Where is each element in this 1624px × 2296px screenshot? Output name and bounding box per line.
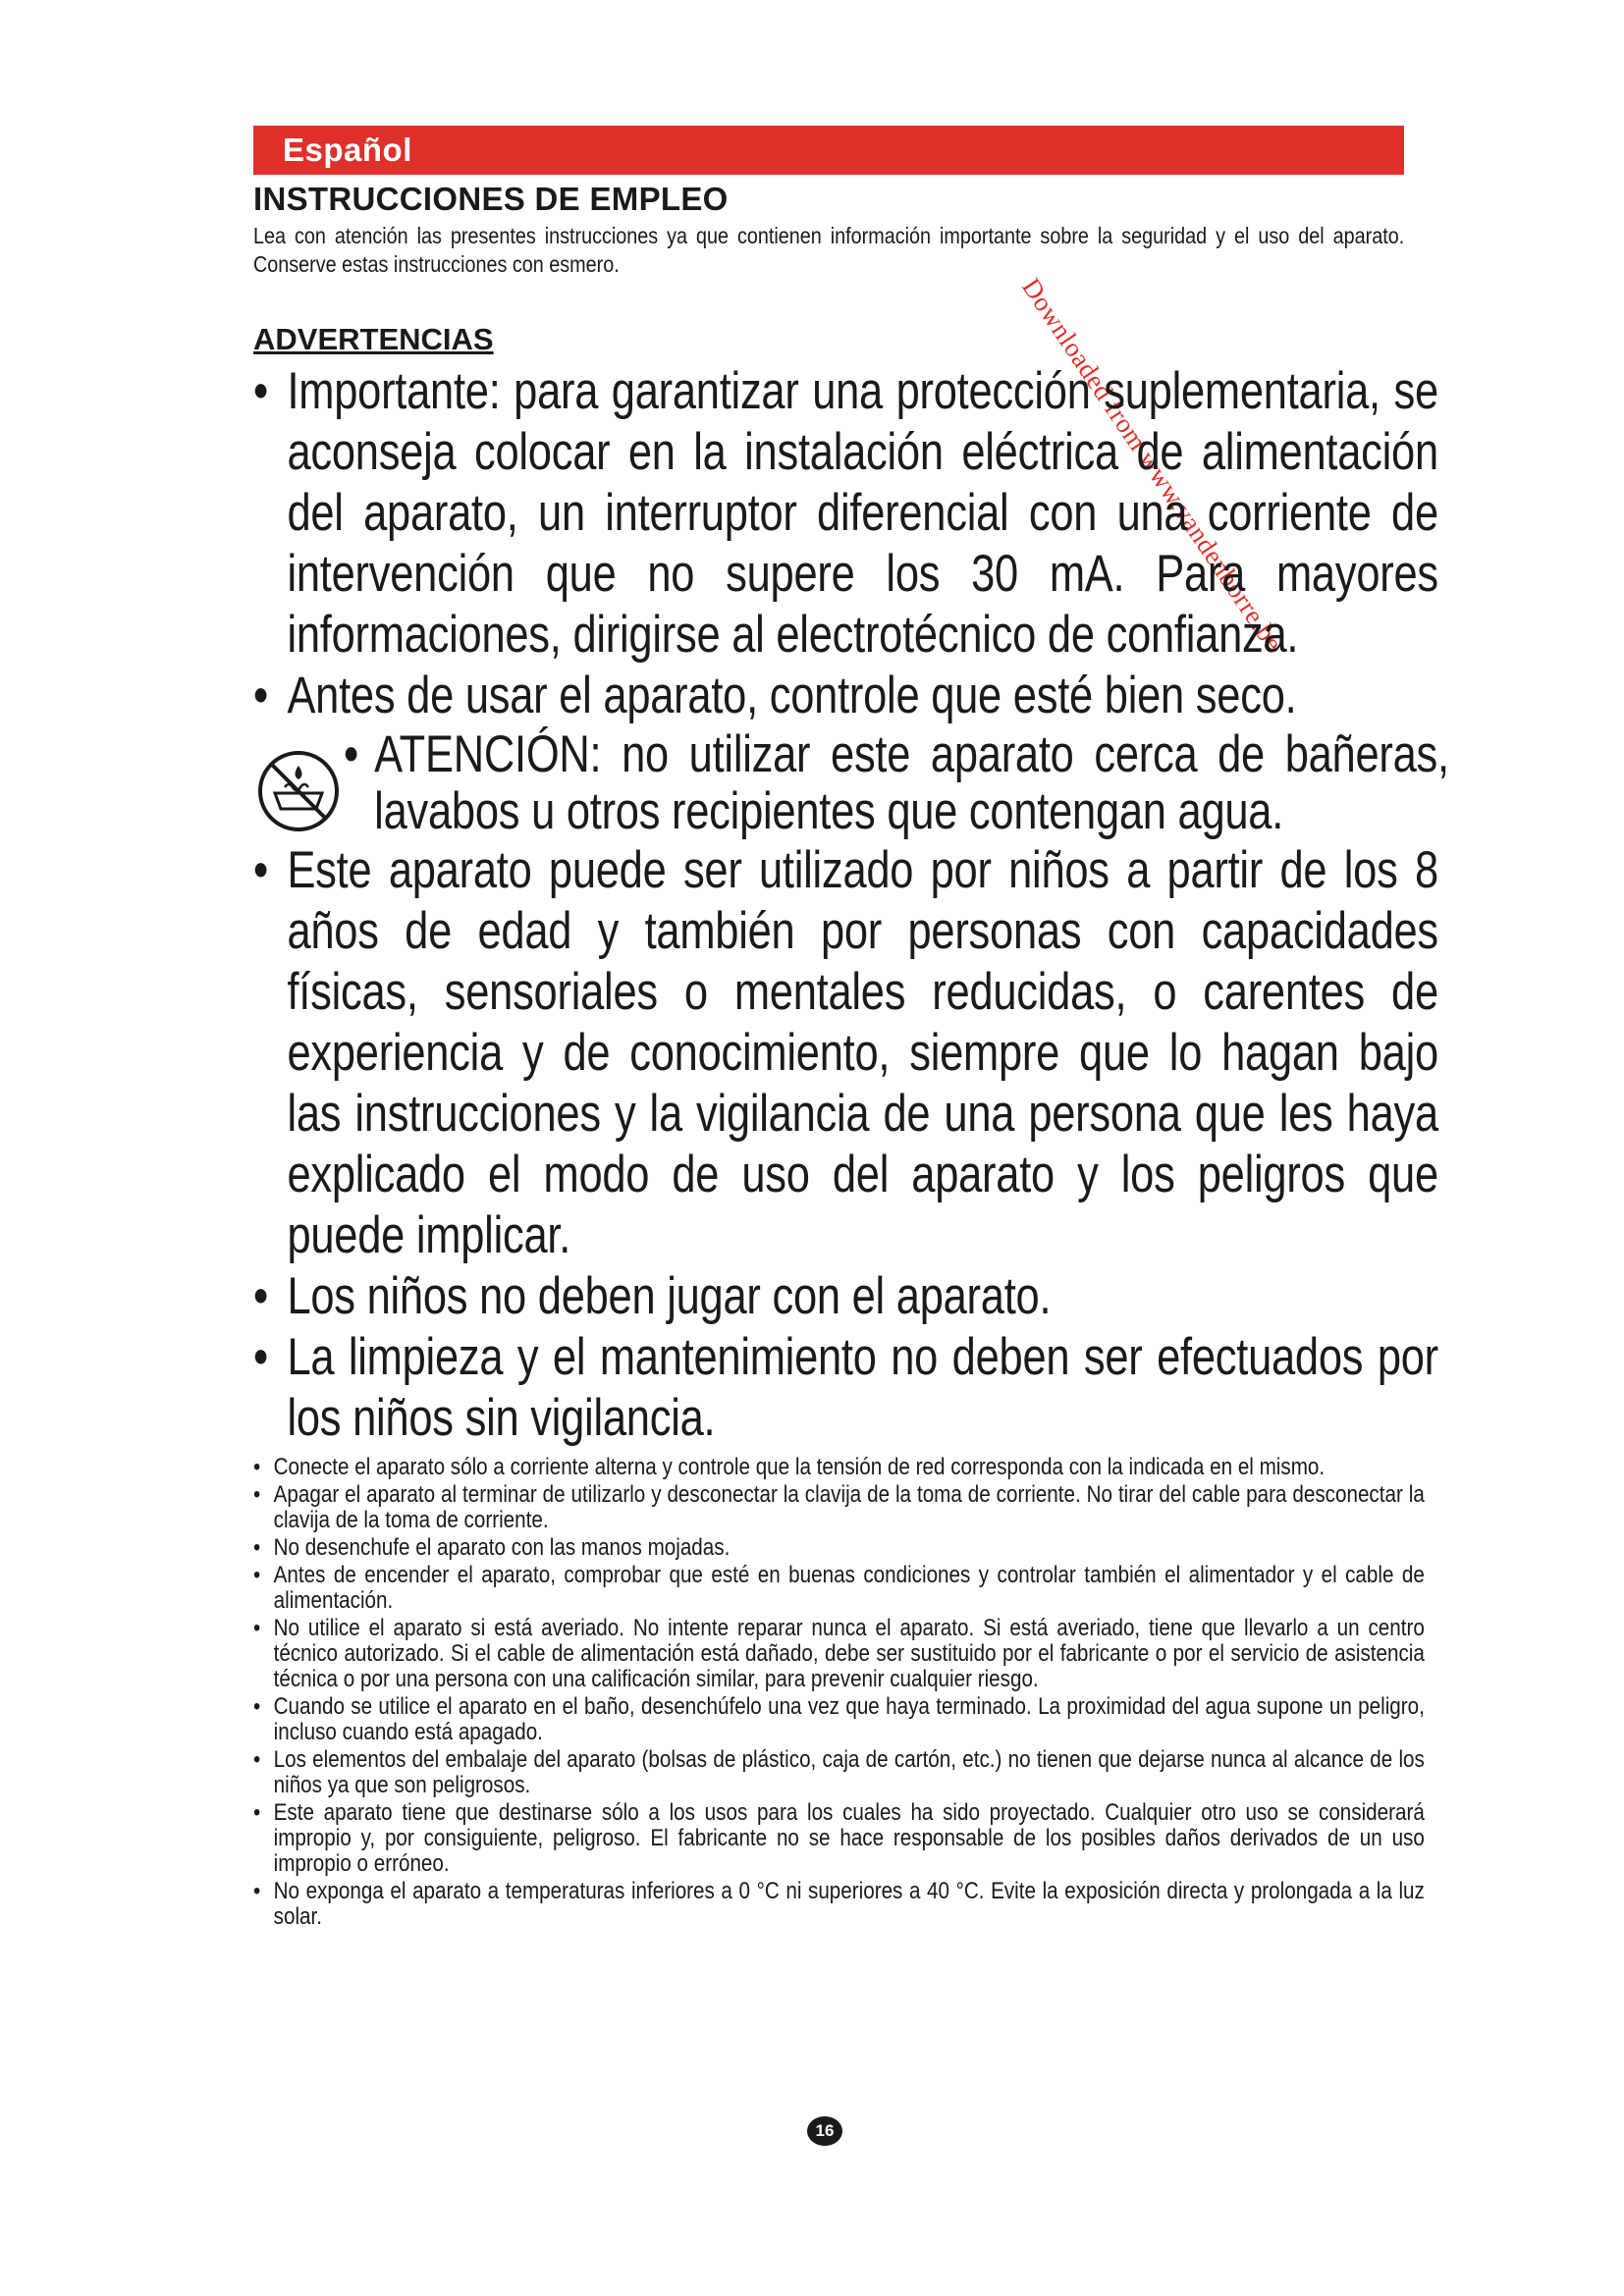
warning-large-text: Antes de usar el aparato, controle que esté bien seco. [287,667,1297,724]
warning-small-item [253,1694,1425,1745]
bullet: • [253,1534,261,1561]
warning-small-item [253,1563,1425,1614]
bullet: • [253,667,268,724]
warning-large-text: ATENCIÓN: no utilizar este aparato cerca de bañeras, lavabos u otros recipientes que contengan agua. [374,725,1449,840]
warning-small-item [253,1800,1425,1877]
warning-large-text: Los niños no deben jugar con el aparato. [287,1267,1052,1325]
download-watermark: Downloaded from www.vandenborre.be [1016,273,1289,658]
bullet: • [253,1562,261,1588]
intro-paragraph: Lea con atención las presentes instrucciones ya que contienen información importante sobre la seguridad y el uso del aparato. Conserve estas instrucciones con esmero. [253,223,1405,277]
warning-small-item [253,1747,1425,1798]
bullet: • [253,1267,268,1325]
no-bath-water-icon [255,748,342,834]
small-warnings-list [253,1454,1425,1930]
warning-large-item [344,726,1449,840]
warning-small-text: Conecte el aparato sólo a corriente alterna y controle que la tensión de red corresponda con la indicada en el mismo. [273,1454,1326,1480]
bullet: • [253,1454,261,1480]
warning-small-text: No exponga el aparato a temperaturas inferiores a 0 °C ni superiores a 40 °C. Evite la exposición directa y prolongada a la luz solar. [273,1878,1425,1930]
warning-small-item [253,1455,1425,1480]
warning-small-text: No utilice el aparato si está averiado. No intente reparar nunca el aparato. Si está averiado, tiene que llevarlo a un centro técnico autorizado. Si el cable de alimentación está dañado, debe ser sustituido por el fabricante o por el servicio de asistencia técnica o por una persona con una calificación similar, para prevenir cualquier riesgo. [273,1615,1425,1692]
large-warnings-list-continued [253,840,1438,1449]
bullet: • [253,362,268,420]
bullet: • [253,841,268,899]
bullet: • [253,1746,261,1773]
section-title-warnings: ADVERTENCIAS [253,322,494,356]
bullet: • [253,1328,268,1386]
bullet: • [253,1481,261,1508]
warning-large-item [253,1266,1438,1327]
warning-small-item [253,1482,1425,1533]
warning-large-text: Importante: para garantizar una protección suplementaria, se aconseja colocar en la instalación eléctrica de alimentación del aparato, un interruptor diferencial con una corriente de intervención que no supere los 30 mA. Para mayores informaciones, dirigirse al electrotécnico de confianza. [287,362,1438,664]
warning-small-text: Antes de encender el aparato, comprobar que esté en buenas condiciones y controlar también el alimentador y el cable de alimentación. [273,1562,1425,1614]
warning-large-item [253,840,1438,1266]
warning-small-item [253,1535,1425,1561]
warning-large-item [253,361,1438,666]
page-title: INSTRUCCIONES DE EMPLEO [253,181,729,217]
warning-small-text: Los elementos del embalaje del aparato (bolsas de plástico, caja de cartón, etc.) no tienen que dejarse nunca al alcance de los niños ya que son peligrosos. [273,1746,1425,1798]
large-warnings-list [253,361,1438,726]
water-warning-row [253,725,1449,840]
bullet: • [253,1615,261,1641]
language-label: Español [283,132,412,168]
page-number-badge: 16 [807,2116,842,2146]
bullet: • [344,725,358,783]
warning-small-text: Este aparato tiene que destinarse sólo a los usos para los cuales ha sido proyectado. Cualquier otro uso se considerará impropio y, por consiguiente, peligroso. El fabricante no se hace responsable de los posibles daños derivados de un uso impropio o erróneo. [273,1799,1425,1877]
warning-small-text: No desenchufe el aparato con las manos mojadas. [273,1534,731,1561]
warning-small-text: Cuando se utilice el aparato en el baño, desenchúfelo una vez que haya terminado. La proximidad del agua supone un peligro, incluso cuando está apagado. [273,1693,1425,1745]
warning-large-item [253,1327,1438,1449]
bullet: • [253,1799,261,1826]
warning-small-text: Apagar el aparato al terminar de utilizarlo y desconectar la clavija de la toma de corriente. No tirar del cable para desconectar la clavija de la toma de corriente. [273,1481,1425,1533]
warning-large-text: Este aparato puede ser utilizado por niños a partir de los 8 años de edad y también por personas con capacidades físicas, sensoriales o mentales reducidas, o carentes de experiencia y de conocimiento, siempre que lo hagan bajo las instrucciones y la vigilancia de una persona que les haya explicado el modo de uso del aparato y los peligros que puede implicar. [287,841,1438,1264]
bullet: • [253,1693,261,1720]
warning-large-text: La limpieza y el mantenimiento no deben ser efectuados por los niños sin vigilancia. [287,1328,1438,1447]
bullet: • [253,1878,261,1904]
manual-page [253,126,1449,1932]
language-header-bar [253,126,1404,175]
warning-large-item [253,666,1438,726]
warning-small-item [253,1879,1425,1930]
warning-small-item [253,1616,1425,1692]
